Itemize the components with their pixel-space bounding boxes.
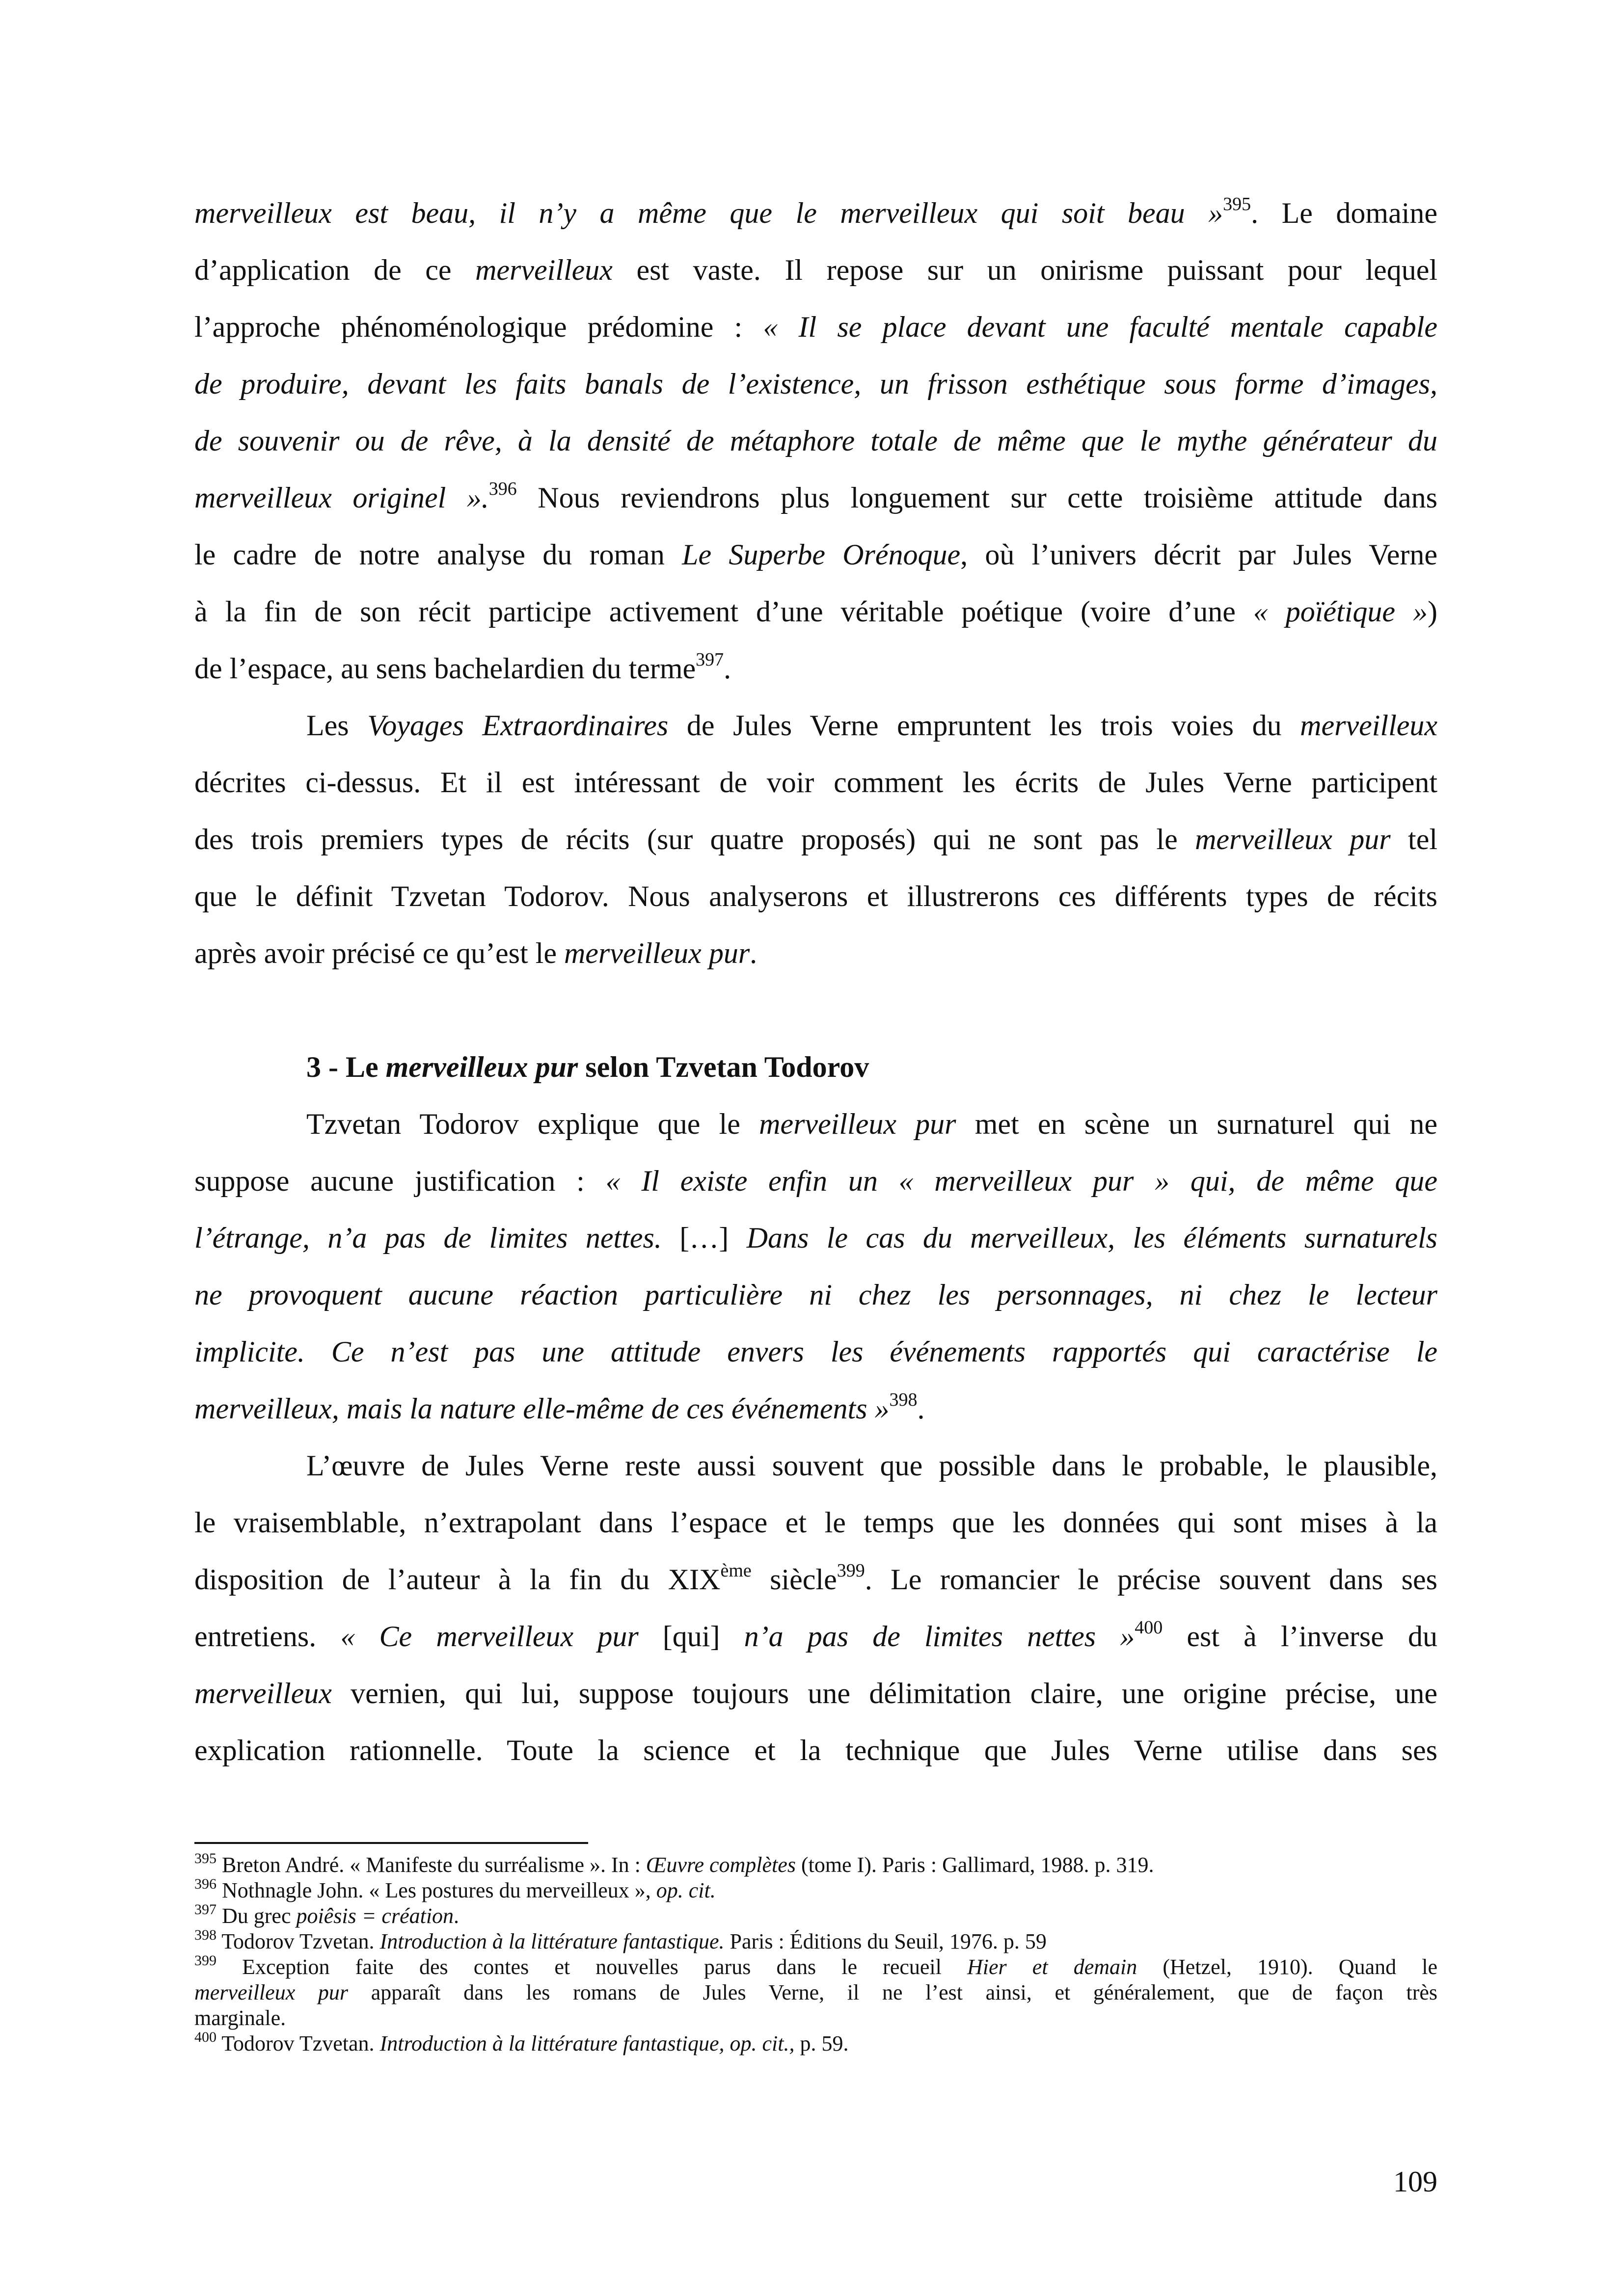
footnote-text: Todorov Tzvetan.: [216, 1929, 380, 1953]
text-run: disposition de l’auteur à la fin du XIX: [194, 1563, 721, 1596]
text-run: Tzvetan Todorov explique que le: [306, 1108, 759, 1140]
italic-term: « poïétique »: [1253, 595, 1428, 628]
footnote-ref: 396: [488, 479, 517, 499]
footnote-397: [194, 1903, 1437, 1929]
italic-term: merveilleux: [194, 1677, 332, 1709]
footnote-text: p. 59.: [794, 2031, 849, 2056]
text-line: [194, 1095, 1437, 1152]
italic-term: merveilleux: [475, 254, 613, 286]
body-text: [194, 185, 1437, 1779]
text-run: .: [724, 652, 731, 685]
page-number: 109: [1393, 2165, 1437, 2198]
text-line: [194, 697, 1437, 754]
text-line: décrites ci-dessus. Et il est intéressant de voir comment les écrits de Jules Verne participent: [194, 766, 1437, 799]
text-line: [194, 1665, 1437, 1722]
text-line: [194, 1551, 1437, 1608]
footnote-400: [194, 2031, 1437, 2056]
text-line: [194, 298, 1437, 355]
italic-quote: n’a pas de limites nettes »: [744, 1620, 1135, 1653]
footnotes: [194, 1852, 1437, 2056]
footnote-italic: Introduction à la littérature fantastique, op. cit.,: [379, 2031, 795, 2056]
footnote-ref: 398: [889, 1389, 918, 1410]
footnote-ref: 399: [837, 1560, 865, 1581]
text-run: l’approche phénoménologique prédomine :: [194, 311, 763, 343]
text-line: [194, 526, 1437, 583]
text-line: le vraisemblable, n’extrapolant dans l’espace et le temps que les données qui sont mises à la: [194, 1506, 1437, 1539]
italic-quote: merveilleux, mais la nature elle-même de ces événements »: [194, 1392, 890, 1425]
italic-quote: Dans le cas du merveilleux, les éléments surnaturels: [746, 1222, 1437, 1254]
text-line: [194, 925, 1437, 982]
text-line: L’œuvre de Jules Verne reste aussi souvent que possible dans le probable, le plausible,: [306, 1449, 1437, 1482]
text-line: [194, 241, 1437, 298]
text-run: . Le romancier le précise souvent dans ses: [865, 1563, 1437, 1596]
paragraph-gap: [194, 982, 1437, 1039]
italic-quote: « Ce merveilleux pur: [340, 1620, 639, 1653]
text-run: […]: [661, 1222, 747, 1254]
text-run: après avoir précisé ce qu’est le: [194, 937, 564, 969]
section-heading: [194, 1039, 1437, 1095]
heading-italic: merveilleux pur: [385, 1051, 578, 1083]
text-run: à la fin de son récit participe activement d’une véritable poétique (voire d’une: [194, 595, 1253, 628]
text-run: Nous reviendrons plus longuement sur cette troisième attitude dans: [516, 481, 1437, 514]
text-line: [194, 469, 1437, 526]
footnote-text: Exception faite des contes et nouvelles parus dans le recueil: [216, 1955, 967, 1979]
footnote-396: [194, 1878, 1437, 1903]
footnote-ref: 400: [1135, 1617, 1163, 1638]
footnote-number: 395: [194, 1850, 216, 1867]
superscript: ème: [720, 1560, 752, 1581]
footnote-italic: Hier et demain: [967, 1955, 1137, 1979]
footnote-399: [194, 1954, 1437, 1980]
text-line: explication rationnelle. Toute la science et la technique que Jules Verne utilise dans ses: [194, 1734, 1437, 1766]
italic-quote: « Il existe enfin un « merveilleux pur » qui, de même que: [605, 1165, 1437, 1197]
footnote-text: marginale.: [194, 2006, 286, 2030]
text-run: .: [750, 937, 757, 969]
footnote-text: Breton André. « Manifeste du surréalisme ». In :: [216, 1853, 646, 1877]
footnote-number: 397: [194, 1901, 216, 1918]
text-run: le cadre de notre analyse du roman: [194, 538, 682, 571]
text-run: entretiens.: [194, 1620, 341, 1653]
text-run: de l’espace, au sens bachelardien du terme: [194, 652, 696, 685]
heading-text: selon Tzvetan Todorov: [578, 1051, 869, 1083]
text-line: [194, 1209, 1437, 1266]
footnote-number: 398: [194, 1927, 216, 1943]
italic-title: Voyages Extraordinaires: [367, 709, 669, 742]
italic-term: merveilleux pur: [759, 1108, 956, 1140]
footnote-399-end: [194, 2005, 1437, 2031]
footnote-italic: op. cit.: [656, 1878, 716, 1902]
text-line: [194, 1380, 1437, 1437]
italic-quote: merveilleux est beau, il n’y a même que le merveilleux qui soit beau »: [194, 197, 1223, 229]
footnote-italic: poiêsis = création: [296, 1904, 454, 1928]
footnote-number: 396: [194, 1876, 216, 1892]
text-run: des trois premiers types de récits (sur quatre proposés) qui ne sont pas le: [194, 823, 1195, 855]
footnote-italic: Introduction à la littérature fantastique.: [379, 1929, 725, 1953]
text-run: suppose aucune justification :: [194, 1165, 606, 1197]
footnote-text: (tome I). Paris : Gallimard, 1988. p. 319.: [795, 1853, 1154, 1877]
italic-term: merveilleux pur: [564, 937, 750, 969]
text-line: que le définit Tzvetan Todorov. Nous analyserons et illustrerons ces différents types de récits: [194, 880, 1437, 912]
text-run: est à l’inverse du: [1163, 1620, 1437, 1653]
footnote-text: apparaît dans les romans de Jules Verne, il ne l’est ainsi, et généralement, que de façon très: [348, 1980, 1437, 2004]
text-run: tel: [1390, 823, 1437, 855]
text-line: de souvenir ou de rêve, à la densité de métaphore totale de même que le mythe générateur du: [194, 425, 1437, 457]
text-run: . Le domaine: [1251, 197, 1437, 229]
text-line: implicite. Ce n’est pas une attitude envers les événements rapportés qui caractérise le: [194, 1335, 1437, 1368]
text-line: ne provoquent aucune réaction particulière ni chez les personnages, ni chez le lecteur: [194, 1279, 1437, 1311]
footnote-italic: Œuvre complètes: [646, 1853, 796, 1877]
footnote-number: 400: [194, 2029, 216, 2045]
text-run: vernien, qui lui, suppose toujours une délimitation claire, une origine précise, une: [331, 1677, 1437, 1709]
text-run: [qui]: [638, 1620, 744, 1653]
text-line: [194, 185, 1437, 241]
footnote-text: Du grec: [216, 1904, 297, 1928]
footnote-text: Nothnagle John. « Les postures du merveilleux »,: [216, 1878, 656, 1902]
italic-quote: « Il se place devant une faculté mentale capable: [763, 311, 1437, 343]
italic-title: Le Superbe Orénoque: [682, 538, 961, 571]
footnote-398: [194, 1929, 1437, 1954]
italic-quote: merveilleux originel ».: [194, 481, 489, 514]
text-run: , où l’univers décrit par Jules Verne: [960, 538, 1437, 571]
italic-term: merveilleux pur: [1195, 823, 1391, 855]
text-run: ): [1428, 595, 1437, 628]
footnote-ref: 395: [1223, 194, 1251, 214]
footnote-text: .: [454, 1904, 460, 1928]
footnote-399-cont: [194, 1980, 1437, 2005]
text-run: de Jules Verne empruntent les trois voies du: [668, 709, 1300, 742]
text-line: de produire, devant les faits banals de l’existence, un frisson esthétique sous forme d’images,: [194, 368, 1437, 400]
text-run: est vaste. Il repose sur un onirisme puissant pour lequel: [612, 254, 1437, 286]
footnote-text: (Hetzel, 1910). Quand le: [1137, 1955, 1437, 1979]
text-line: [194, 640, 1437, 697]
footnote-italic: merveilleux pur: [194, 1980, 349, 2004]
footnote-ref: 397: [696, 649, 724, 670]
text-line: [194, 1608, 1437, 1665]
text-run: Les: [306, 709, 368, 742]
text-run: siècle: [751, 1563, 837, 1596]
text-run: .: [917, 1392, 925, 1425]
text-line: [194, 583, 1437, 640]
footnote-text: Todorov Tzvetan.: [216, 2031, 380, 2056]
heading-text: 3 - Le: [306, 1051, 386, 1083]
text-run: d’application de ce: [194, 254, 476, 286]
footnote-number: 399: [194, 1954, 216, 1969]
text-line: [194, 811, 1437, 868]
footnote-text: Paris : Éditions du Seuil, 1976. p. 59: [724, 1929, 1047, 1953]
text-run: met en scène un surnaturel qui ne: [956, 1108, 1437, 1140]
italic-term: merveilleux: [1300, 709, 1437, 742]
text-line: [194, 1152, 1437, 1209]
footnote-separator: [194, 1842, 588, 1844]
footnote-395: [194, 1852, 1437, 1878]
italic-quote: l’étrange, n’a pas de limites nettes.: [194, 1222, 662, 1254]
